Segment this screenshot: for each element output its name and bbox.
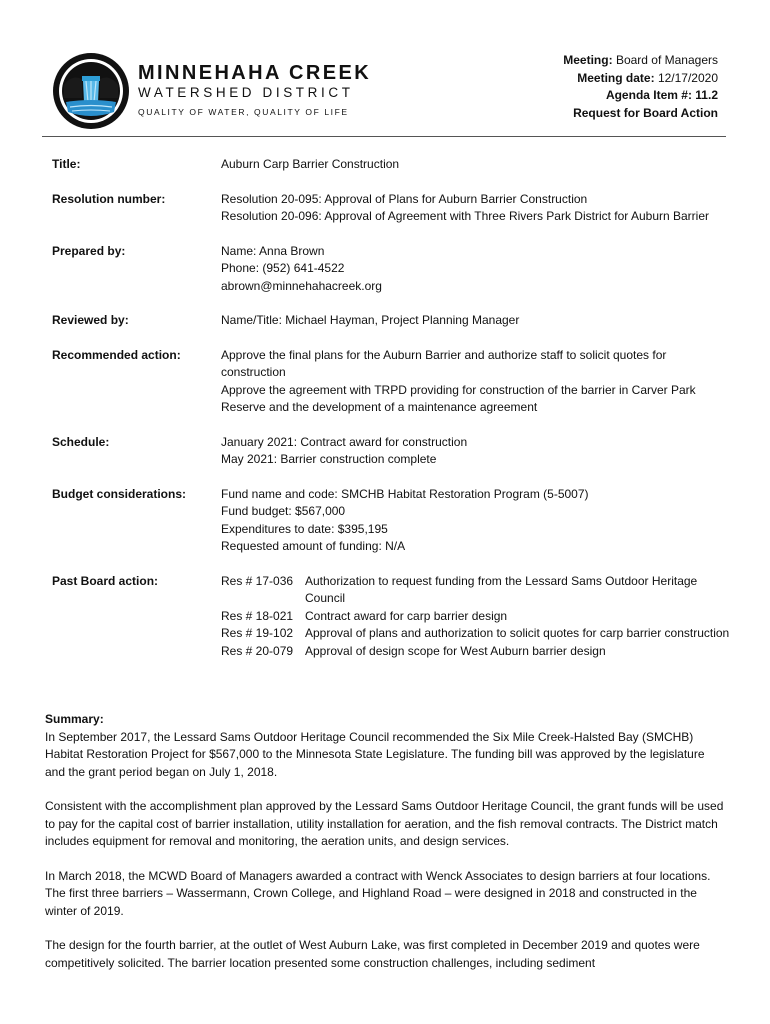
budget-label: Budget considerations: [52, 486, 187, 501]
past-action-number: Res # 19-102 [221, 626, 294, 640]
past-action-description: Approval of plans and authorization to solicit quotes for carp barrier construction [305, 626, 730, 640]
budget-row [52, 486, 732, 556]
schedule-row [52, 434, 732, 469]
past-action-number: Res # 17-036 [221, 573, 294, 588]
org-tagline: QUALITY OF WATER, QUALITY OF LIFE [138, 107, 349, 117]
budget-value [221, 486, 732, 556]
preparer-phone: Phone: (952) 641-4522 [221, 261, 345, 275]
agenda-item-label: Agenda Item #: [605, 88, 692, 102]
reviewed-by-row [52, 312, 732, 330]
past-action-number: Res # 20-079 [221, 643, 294, 658]
summary-paragraph: Consistent with the accomplishment plan approved by the Lessard Sams Outdoor Heritage Council, the grant funds will be used to pay for the capital cost of barrier installation, utility installation for aeration, and the fish removal contracts. The District match includes equipment for removal and monitoring, the aeration units, and design services. [45, 799, 724, 848]
past-action-item [221, 573, 732, 608]
past-board-action-row [52, 573, 732, 661]
waterfall-logo-icon [52, 52, 130, 130]
past-action-item [221, 625, 732, 643]
budget-line: Expenditures to date: $395,195 [221, 521, 388, 536]
past-action-number: Res # 18-021 [221, 608, 294, 623]
budget-line: Fund budget: $567,000 [221, 504, 346, 518]
recommended-action-row [52, 347, 732, 417]
past-action-description: Approval of design scope for West Auburn barrier design [305, 643, 606, 658]
resolution-line: Resolution 20-096: Approval of Agreement with Three Rivers Park District for Auburn Barrier [221, 209, 710, 223]
meeting-date-label: Meeting date: [577, 70, 655, 85]
agenda-item-value: 11.2 [695, 88, 718, 102]
summary-paragraph: The design for the fourth barrier, at the outlet of West Auburn Lake, was first completed in December 2019 and quotes were competitively solicited. The barrier location presented some construction challenges, including sediment [45, 938, 700, 970]
header-divider [42, 136, 726, 137]
request-label: Request for Board Action [573, 105, 718, 120]
budget-line: Requested amount of funding: N/A [221, 539, 406, 553]
agenda-item-line [563, 87, 718, 105]
resolution-value [221, 191, 732, 226]
meeting-line [563, 52, 718, 70]
past-action-description: Authorization to request funding from the Lessard Sams Outdoor Heritage Council [305, 573, 698, 605]
prepared-by-label: Prepared by: [52, 243, 126, 258]
past-action-description: Contract award for carp barrier design [305, 608, 508, 623]
meeting-date-value: 12/17/2020 [657, 70, 718, 85]
past-action-item [221, 643, 732, 661]
schedule-line: May 2021: Barrier construction complete [221, 452, 437, 466]
meeting-info [563, 52, 718, 122]
summary-paragraph: In March 2018, the MCWD Board of Managers awarded a contract with Wenck Associates to design barriers at four locations. The first three barriers – Wassermann, Crown College, and Highland Road – were designed in 2018 and constructed in the winter of 2019. [45, 868, 711, 918]
recommended-action-value [221, 347, 732, 417]
resolution-row [52, 191, 732, 226]
title-row [52, 156, 732, 174]
past-action-item [221, 608, 732, 626]
resolution-label: Resolution number: [52, 191, 166, 206]
recommended-action-label: Recommended action: [52, 347, 181, 362]
organization-name-block [138, 62, 371, 119]
recommended-action-line: Approve the final plans for the Auburn Barrier and authorize staff to solicit quotes for construction [221, 347, 667, 379]
summary-section [45, 711, 725, 989]
past-board-action-list [221, 573, 732, 661]
schedule-line: January 2021: Contract award for construction [221, 434, 468, 449]
org-subtitle: WATERSHED DISTRICT [138, 85, 354, 100]
preparer-name: Name: Anna Brown [221, 243, 325, 258]
title-value: Auburn Carp Barrier Construction [221, 157, 400, 171]
reviewed-by-label: Reviewed by: [52, 313, 129, 327]
schedule-label: Schedule: [52, 434, 110, 449]
resolution-line: Resolution 20-095: Approval of Plans for Auburn Barrier Construction [221, 191, 588, 206]
meeting-value: Board of Managers [615, 53, 718, 67]
meeting-label: Meeting: [563, 53, 613, 67]
request-line [563, 105, 718, 123]
preparer-email: abrown@minnehahacreek.org [221, 278, 382, 293]
past-board-action-label: Past Board action: [52, 573, 159, 588]
recommended-action-line: Approve the agreement with TRPD providing for construction of the barrier in Carver Park Reserve and the development of a maintenance agreement [221, 382, 696, 414]
meeting-date-line [563, 70, 718, 88]
summary-heading: Summary: [45, 712, 104, 726]
prepared-by-row [52, 243, 732, 296]
org-name: MINNEHAHA CREEK [138, 62, 372, 84]
field-table [52, 156, 732, 677]
budget-line: Fund name and code: SMCHB Habitat Restoration Program (5-5007) [221, 486, 589, 501]
summary-paragraph: In September 2017, the Lessard Sams Outdoor Heritage Council recommended the Six Mile Creek-Halsted Bay (SMCHB) Habitat Restoration Project for $567,000 to the Minnesota State Legislature. The funding bill was approved by the legislature and the grant period began on July 1, 2018. [45, 729, 705, 779]
title-label: Title: [52, 157, 81, 171]
schedule-value [221, 434, 732, 469]
prepared-by-value [221, 243, 732, 296]
reviewed-by-value: Name/Title: Michael Hayman, Project Planning Manager [221, 313, 520, 327]
